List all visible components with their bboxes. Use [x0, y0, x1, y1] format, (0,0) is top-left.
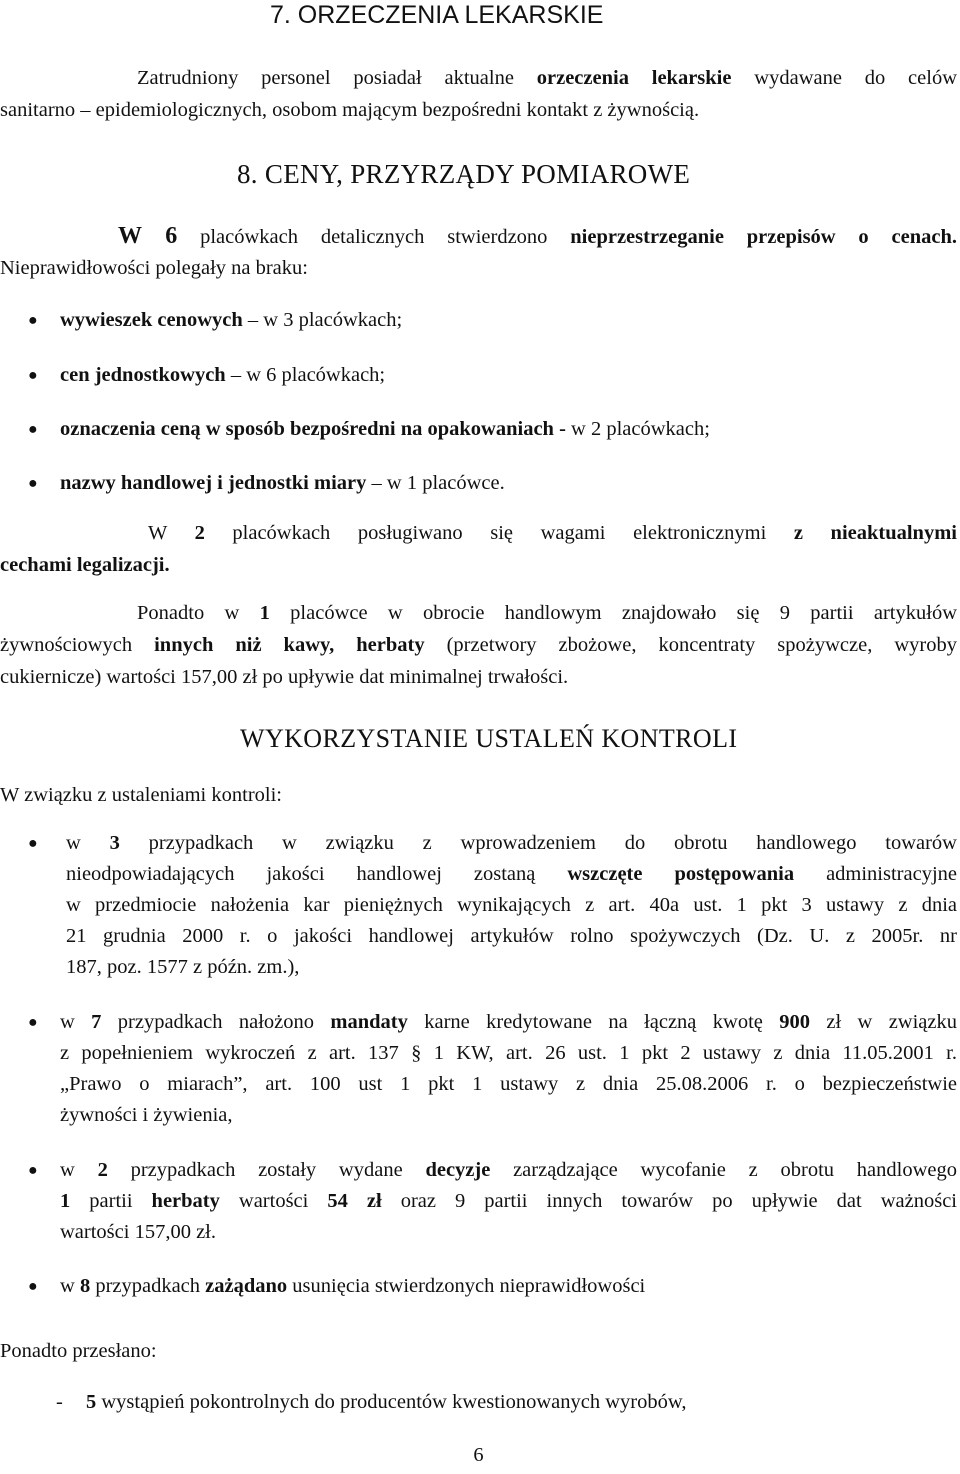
text-run: – w 3 placówkach;: [242, 309, 403, 331]
text-run: karne kredytowane na łączną kwotę: [407, 1011, 780, 1033]
bullet-icon: ●: [28, 1014, 38, 1031]
bold-run: innych niż kawy, herbaty: [154, 634, 425, 656]
bold-run: 2: [97, 1159, 108, 1181]
expired-paragraph-line2: [0, 630, 957, 661]
section-heading-7: [0, 0, 957, 30]
text-run: W związku z ustaleniami kontroli:: [0, 784, 282, 806]
scales-paragraph-line1: [0, 518, 957, 549]
text-run: wydawane do celów: [731, 67, 957, 89]
text-run: w: [60, 1159, 98, 1181]
bold-run: nazwy handlowej i jednostki miary: [60, 472, 367, 494]
text-run: Zatrudniony personel posiadał aktualne: [137, 67, 537, 89]
text-run: sanitarno – epidemiologicznych, osobom mającym bezpośredni kontakt z żywnością.: [0, 99, 700, 121]
text-run: zarządzające wycofanie z obrotu handlowego: [490, 1159, 957, 1181]
text-run: Ponadto w: [137, 602, 260, 624]
section-heading-8: [0, 158, 957, 190]
bold-run: 7: [91, 1011, 102, 1033]
text-run: przypadkach: [90, 1275, 206, 1297]
medical-paragraph-line1: [0, 63, 957, 94]
bold-run: wszczęte postępowania: [567, 863, 795, 885]
bold-run: 54 zł: [327, 1190, 382, 1212]
text-run: przypadkach nałożono: [101, 1011, 331, 1033]
text-run: w przedmiocie nałożenia kar pieniężnych wynikających z art. 40a ust. 1 pkt 3 ustawy z dnia: [66, 894, 957, 916]
text-run: placówkach posługiwano się wagami elektronicznymi: [204, 522, 794, 544]
heading-text: WYKORZYSTANIE USTALEŃ KONTROLI: [240, 724, 738, 753]
text-run: w: [60, 1011, 92, 1033]
bullet-icon: ●: [28, 1162, 38, 1179]
text-run: administracyjne: [794, 863, 957, 885]
bold-run: 3: [109, 832, 120, 854]
bullet-icon: ●: [28, 1278, 38, 1295]
bold-run: mandaty: [330, 1011, 408, 1033]
text-run: – w 6 placówkach;: [225, 364, 386, 386]
expired-paragraph-line1: [0, 598, 957, 629]
text-run: wartości: [219, 1190, 328, 1212]
text-run: wartości 157,00 zł.: [60, 1221, 216, 1243]
bold-run: 8: [79, 1275, 91, 1297]
text-run: nieodpowiadających jakości handlowej zostaną: [66, 863, 568, 885]
text-run: placówce w obrocie handlowym znajdowało się 9 partii artykułów: [269, 602, 957, 624]
bold-run: 1: [60, 1190, 71, 1212]
expired-paragraph-line3: [0, 662, 957, 693]
bullet-icon: ●: [28, 421, 38, 438]
page-number: [0, 1440, 957, 1471]
text-run: Ponadto przesłano:: [0, 1340, 157, 1362]
text-run: „Prawo o miarach”, art. 100 ust 1 pkt 1 ustawy z dnia 25.08.2006 r. o bezpieczeństwie: [60, 1073, 957, 1095]
bold-run: nieprzestrzeganie przepisów o cenach.: [570, 226, 957, 248]
usage-heading: [0, 723, 957, 755]
text-run: placówkach detalicznych stwierdzono: [177, 226, 571, 248]
bold-run: 2: [194, 522, 205, 544]
text-run: wystąpień pokontrolnych do producentów kwestionowanych wyrobów,: [96, 1391, 687, 1413]
text-run: przypadkach zostały wydane: [107, 1159, 426, 1181]
text-run: w: [66, 832, 110, 854]
text-run: Nieprawidłowości polegały na braku:: [0, 257, 308, 279]
bold-run: z nieaktualnymi: [793, 522, 957, 544]
bullet-icon: ●: [28, 835, 38, 852]
bold-run: 1: [259, 602, 270, 624]
bold-run: zażądano: [205, 1275, 288, 1297]
text-run: 21 grudnia 2000 r. o jakości handlowej artykułów rolno spożywczych (Dz. U. z 2005r. nr: [66, 925, 957, 947]
medical-paragraph-line2: [0, 95, 957, 126]
bold-run: orzeczenia lekarskie: [536, 67, 732, 89]
text-run: żywnościowych: [0, 634, 155, 656]
text-run: W: [148, 522, 195, 544]
text-run: oraz 9 partii innych towarów po upływie dat ważności: [381, 1190, 957, 1212]
bold-run: herbaty: [151, 1190, 220, 1212]
usage-intro: [0, 780, 957, 811]
text-run: zł w związku: [810, 1011, 957, 1033]
bold-run: cechami legalizacji.: [0, 554, 170, 576]
text-run: usunięcia stwierdzonych nieprawidłowości: [287, 1275, 646, 1297]
bold-run: oznaczenia ceną w sposób bezpośredni na opakowaniach -: [60, 418, 566, 440]
text-run: żywności i żywienia,: [60, 1104, 233, 1126]
bullet-icon: ●: [28, 312, 38, 329]
bullet-icon: ●: [28, 475, 38, 492]
bold-run: W 6: [118, 223, 178, 249]
dash-marker: -: [56, 1391, 63, 1413]
prices-paragraph-line1: [0, 221, 957, 253]
bold-run: cen jednostkowych: [60, 364, 226, 386]
text-run: cukiernicze) wartości 157,00 zł po upływie dat minimalnej trwałości.: [0, 666, 569, 688]
text-run: – w 1 placówce.: [366, 472, 505, 494]
scales-paragraph-line2: [0, 550, 957, 581]
text-run: (przetwory zbożowe, koncentraty spożywcze, wyroby: [424, 634, 957, 656]
prices-paragraph-line2: [0, 253, 957, 284]
heading-text: 8. CENY, PRZYRZĄDY POMIAROWE: [237, 159, 691, 189]
bold-run: 900: [779, 1011, 810, 1033]
text-run: w: [60, 1275, 80, 1297]
text-run: w 2 placówkach;: [565, 418, 710, 440]
text-run: przypadkach w związku z wprowadzeniem do obrotu handlowego towarów: [119, 832, 957, 854]
bullet-icon: ●: [28, 367, 38, 384]
bold-run: wywieszek cenowych: [60, 309, 243, 331]
bold-run: 5: [86, 1391, 97, 1413]
sent-intro: [0, 1336, 957, 1367]
page-number-text: 6: [473, 1444, 484, 1466]
bold-run: decyzje: [425, 1159, 491, 1181]
text-run: partii: [70, 1190, 152, 1212]
text-run: 187, poz. 1577 z późn. zm.),: [66, 956, 300, 978]
text-run: z popełnieniem wykroczeń z art. 137 § 1 KW, art. 26 ust. 1 pkt 2 ustawy z dnia 11.05.2001 r.: [60, 1042, 957, 1064]
heading-text: 7. ORZECZENIA LEKARSKIE: [270, 1, 604, 29]
